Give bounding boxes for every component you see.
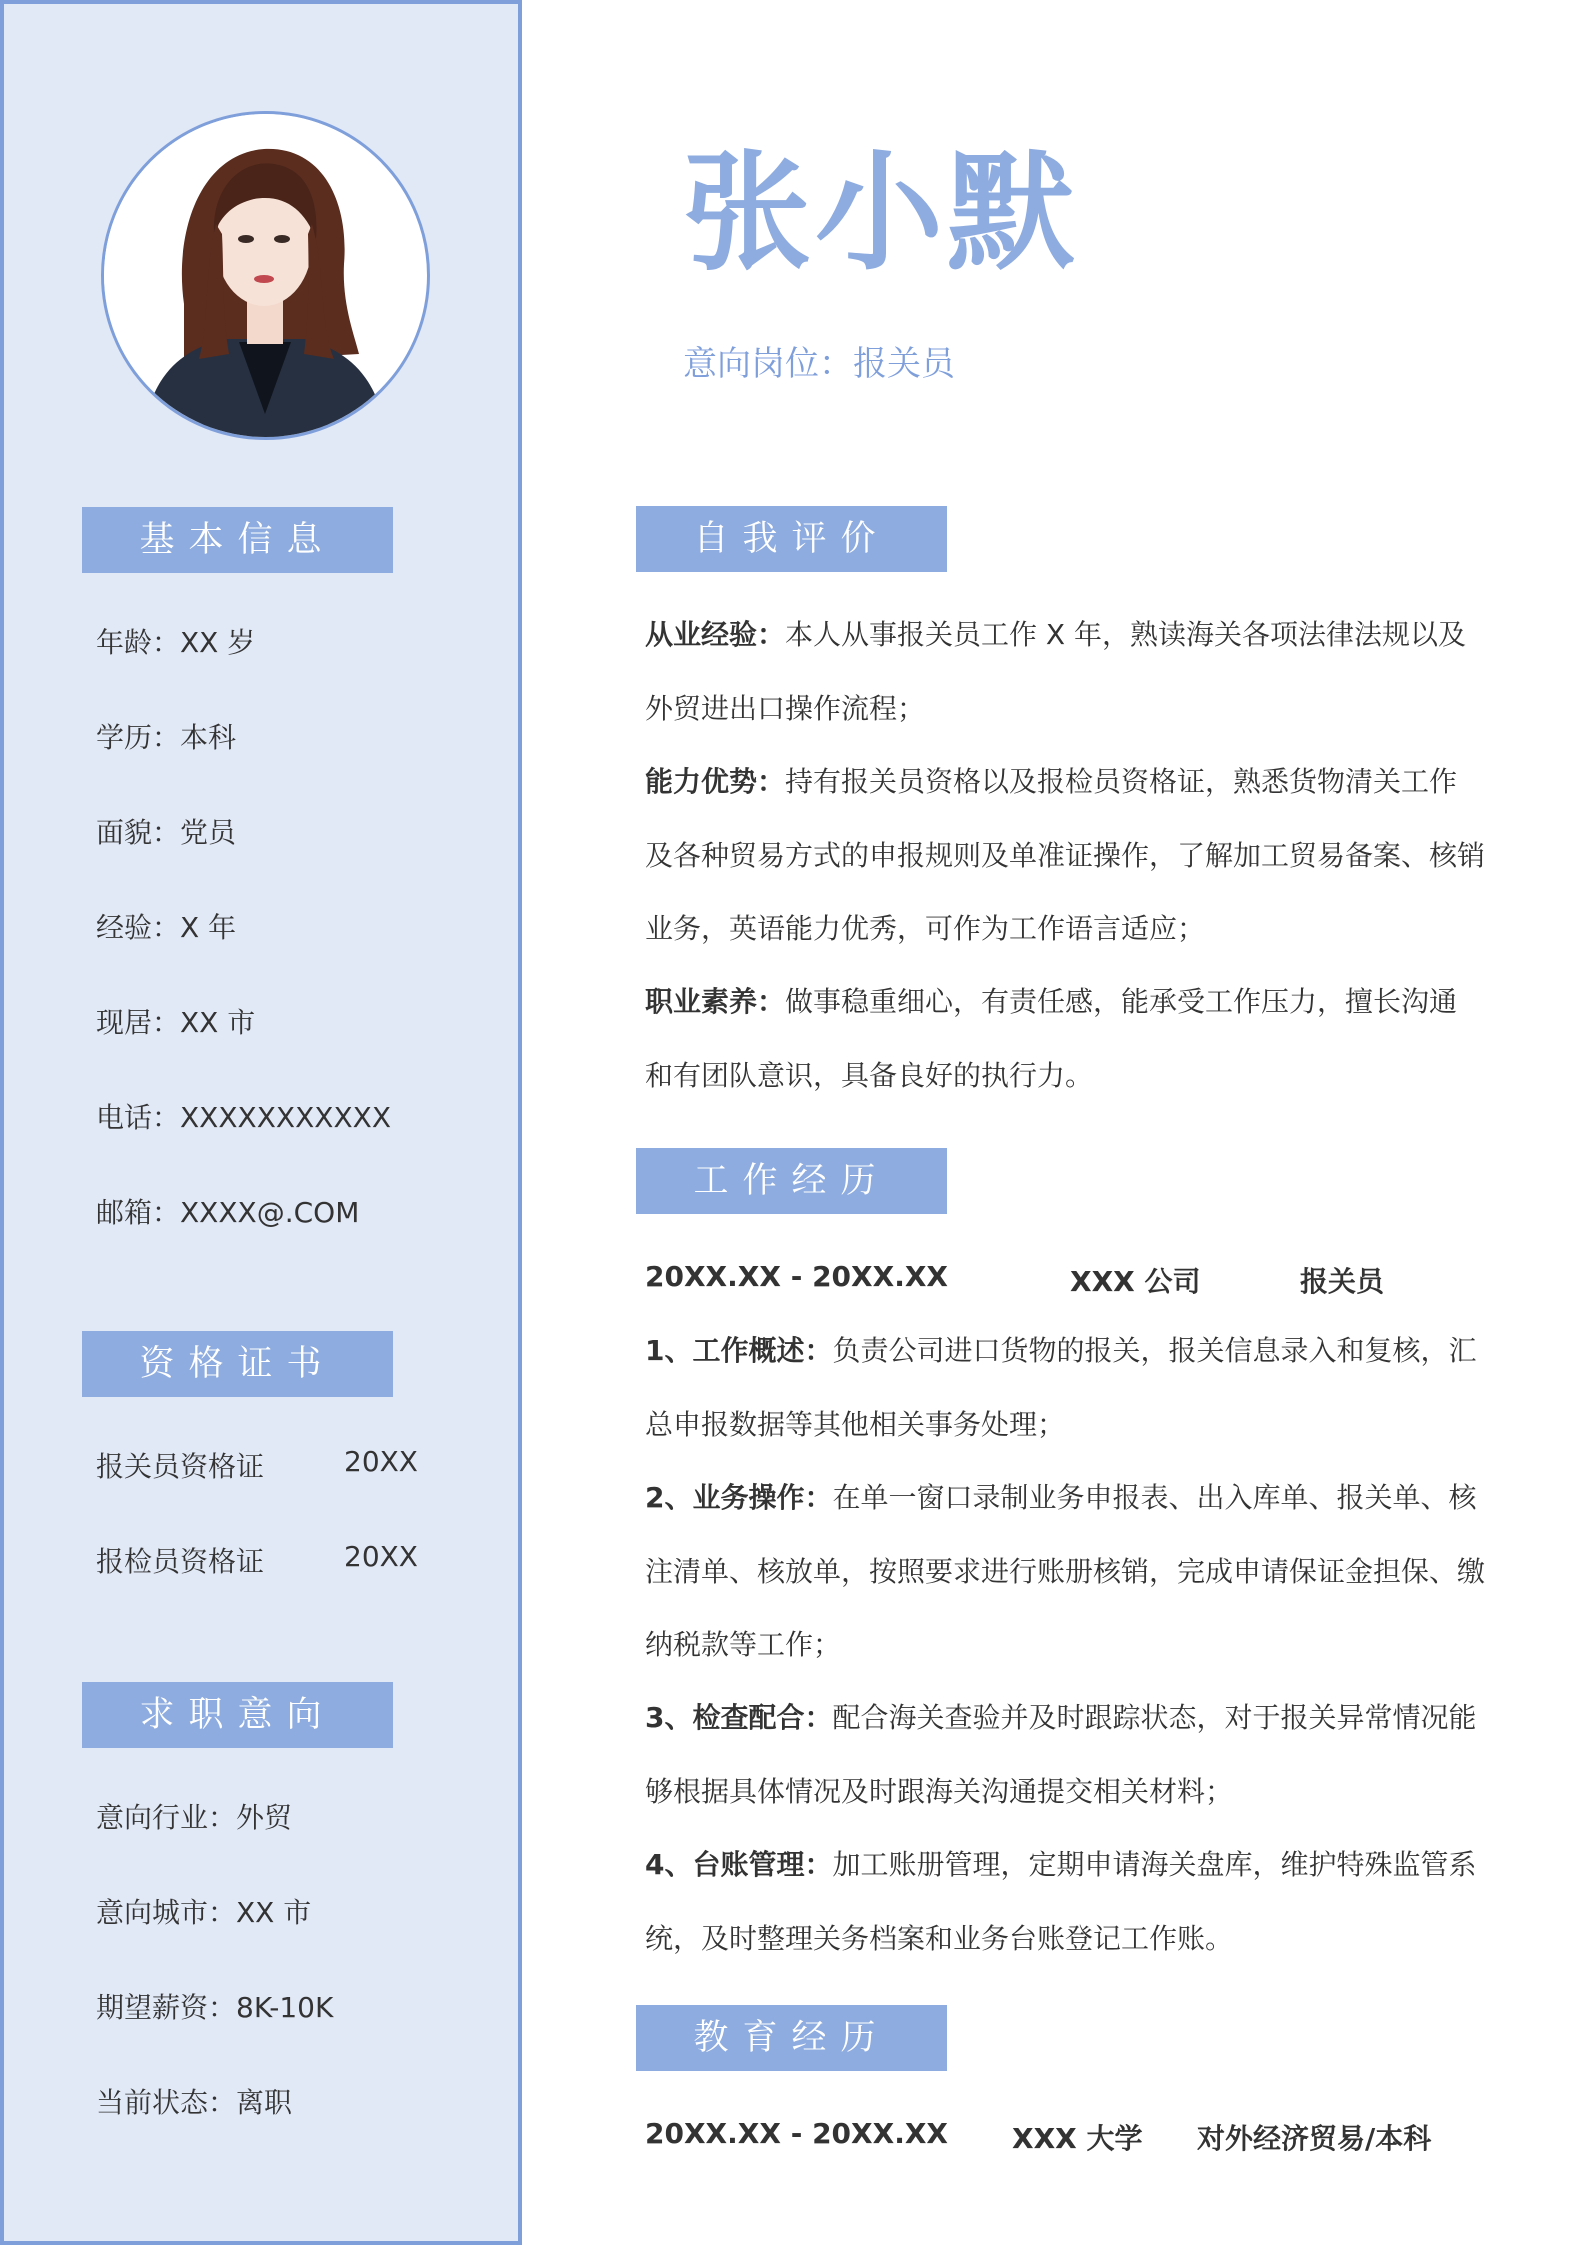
work-item [645, 1461, 1485, 1682]
work-item-text: 负责公司进口货物的报关，报关信息录入和复核，汇总申报数据等其他相关事务处理； [645, 1334, 1477, 1441]
info-political-status: 面貌：党员 [96, 816, 237, 849]
self-eval-label: 职业素养： [645, 985, 786, 1018]
section-title-basic-info: 基本信息 [82, 507, 393, 573]
section-title-self-evaluation: 自我评价 [636, 506, 947, 572]
self-eval-text: 持有报关员资格以及报检员资格证，熟悉货物清关工作及各种贸易方式的申报规则及单准证操作，了解加工贸易备案、核销业务，英语能力优秀，可作为工作语言适应； [645, 765, 1486, 945]
section-title-education: 教育经历 [636, 2005, 947, 2071]
info-residence: 现居：XX 市 [96, 1006, 256, 1039]
info-phone: 电话：XXXXXXXXXXX [96, 1101, 391, 1134]
info-education: 学历：本科 [96, 721, 237, 754]
education-major: 对外经济贸易/本科 [1197, 2122, 1432, 2155]
profile-photo [101, 111, 430, 440]
education-period: 20XX.XX - 20XX.XX [645, 2117, 949, 2150]
cert-year: 20XX [344, 1445, 418, 1478]
work-item-text: 加工账册管理，定期申请海关盘库，维护特殊监管系统，及时整理关务档案和业务台账登记工作账。 [645, 1848, 1477, 1955]
self-eval-ability [645, 745, 1485, 966]
self-eval-experience [645, 598, 1485, 745]
intent-city: 意向城市：XX 市 [96, 1896, 312, 1929]
work-item-label: 3、检查配合： [645, 1701, 833, 1734]
work-role: 报关员 [1300, 1265, 1385, 1298]
work-item [645, 1828, 1485, 1975]
job-intent: 意向岗位：报关员 [683, 344, 955, 384]
info-email: 邮箱：XXXX@.COM [96, 1196, 360, 1229]
candidate-name: 张小默 [683, 139, 1080, 288]
info-experience: 经验：X 年 [96, 911, 237, 944]
work-item-text: 在单一窗口录制业务申报表、出入库单、报关单、核注清单、核放单，按照要求进行账册核销，完成申请保证金担保、缴纳税款等工作； [645, 1481, 1486, 1661]
work-item-label: 4、台账管理： [645, 1848, 833, 1881]
cert-name: 报检员资格证 [96, 1545, 265, 1578]
self-eval-text: 做事稳重细心，有责任感，能承受工作压力，擅长沟通和有团队意识，具备良好的执行力。 [645, 985, 1458, 1092]
cert-year: 20XX [344, 1540, 418, 1573]
cert-name: 报关员资格证 [96, 1450, 265, 1483]
self-eval-label: 能力优势： [645, 765, 786, 798]
work-company: XXX 公司 [1070, 1265, 1201, 1298]
intent-industry: 意向行业：外贸 [96, 1801, 293, 1834]
education-school: XXX 大学 [1012, 2122, 1143, 2155]
sidebar [0, 0, 522, 2245]
self-eval-label: 从业经验： [645, 618, 786, 651]
intent-salary: 期望薪资：8K-10K [96, 1991, 334, 2024]
self-eval-professionalism [645, 965, 1485, 1112]
intent-status: 当前状态：离职 [96, 2086, 293, 2119]
section-title-certificates: 资格证书 [82, 1331, 393, 1397]
work-period: 20XX.XX - 20XX.XX [645, 1260, 949, 1293]
work-item-label: 1、工作概述： [645, 1334, 833, 1367]
work-item [645, 1314, 1485, 1461]
work-item-label: 2、业务操作： [645, 1481, 833, 1514]
work-item [645, 1681, 1485, 1828]
self-eval-text: 本人从事报关员工作 X 年，熟读海关各项法律法规以及外贸进出口操作流程； [645, 618, 1467, 725]
section-title-job-intent: 求职意向 [82, 1682, 393, 1748]
work-item-text: 配合海关查验并及时跟踪状态，对于报关异常情况能够根据具体情况及时跟海关沟通提交相关材料； [645, 1701, 1477, 1808]
portrait-illustration [104, 114, 427, 437]
section-title-work-experience: 工作经历 [636, 1148, 947, 1214]
info-age: 年龄：XX 岁 [96, 626, 256, 659]
